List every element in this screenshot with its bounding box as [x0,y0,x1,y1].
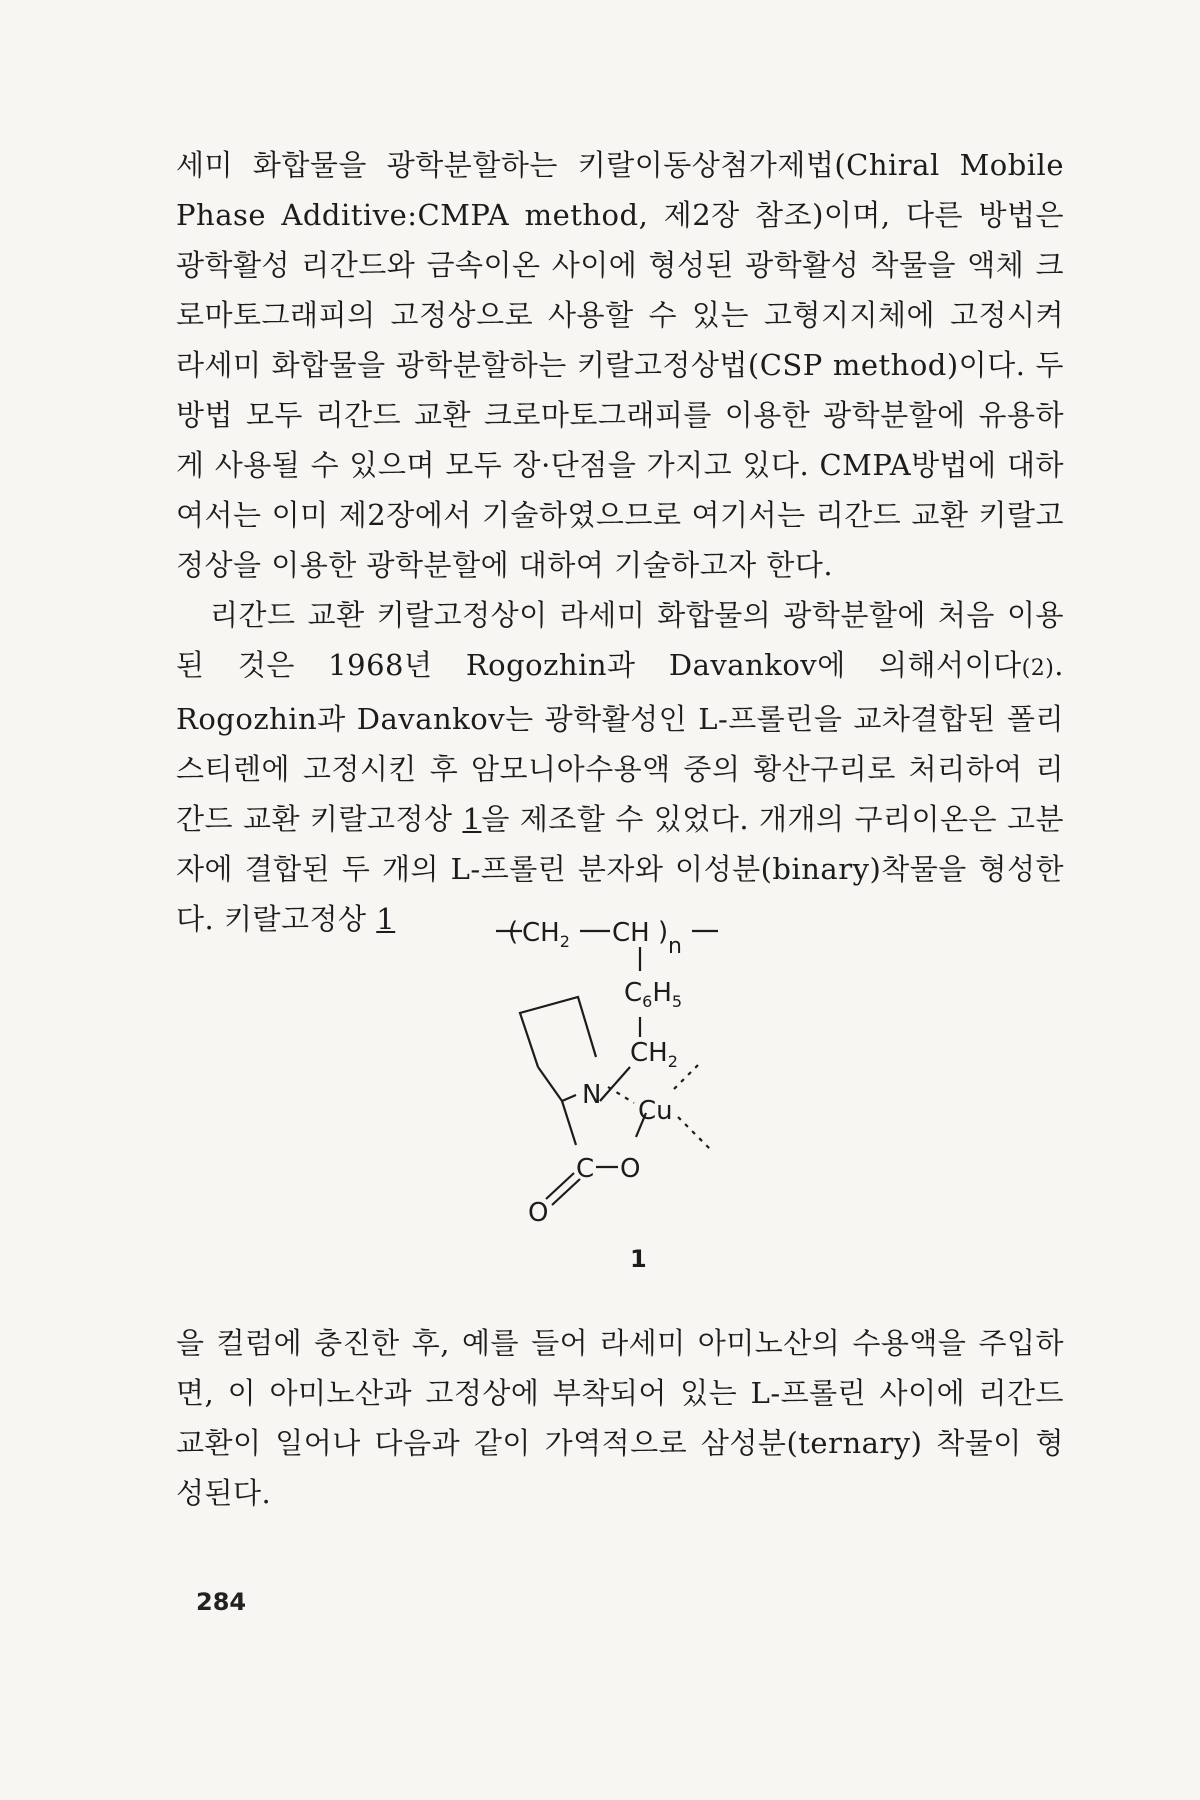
paragraph-2-part2: . Rogozhin과 Davankov는 광학활성인 L-프롤린을 교차결합된 폴리스티렌에 고정시킨 후 암모니아수용액 중의 황산구리로 처리하여 리간드 교환 키랄고정상 [176,648,1064,836]
compound-label: 1 [630,1245,647,1273]
pyrrolidine-ring-top [520,997,596,1067]
compound-ref-2: 1 [376,902,396,936]
ring-calpha-bond [538,1067,562,1101]
phenyl-label [624,978,682,1011]
carbonyl-oxygen: O [528,1198,549,1228]
calpha-n-bond [562,1095,576,1101]
carbonyl-bond-b [546,1173,574,1199]
paragraph-3: 을 컬럼에 충진한 후, 예를 들어 라세미 아미노산의 수용액을 주입하면, 이 아미노산과 고정상에 부착되어 있는 L-프롤린 사이에 리간드 교환이 일어나 다음과 같이 가역적으로 삼성분(ternary) 착물이 형성된다. [176,1326,1064,1510]
c6h5-h: H [652,978,672,1008]
nitrogen-atom: N [582,1080,602,1110]
paragraph-1: 세미 화합물을 광학분할하는 키랄이동상첨가제법(Chiral Mobile Phase Additive:CMPA method, 제2장 참조)이며, 다른 방법은 광학활성 리간드와 금속이온 사이에 형성된 광학활성 착물을 액체 크로마토그래피의 고정상으로 사용할 수 있는 고형지지체에 고정시켜 라세미 화합물을 광학분할하는 키랄고정상법(CSP method)이다. 두 방법 모두 리간드 교환 크로마토그래피를 이용한 광학분할에 유용하게 사용될 수 있으며 모두 장·단점을 가지고 있다. CMPA방법에 대하여서는 이미 제2장에서 기술하였으므로 여기서는 리간드 교환 키랄고정상을 이용한 광학분할에 대하여 기술하고자 한다. [176,148,1064,582]
c6h5-c: C [624,978,643,1008]
side-ch2-label [630,1038,678,1071]
ring-oxygen: O [620,1154,641,1184]
polymer-right-paren: ) [658,917,669,947]
compound-ref-1: 1 [462,802,482,836]
polymer-ch2-label [522,918,570,951]
polymer-n-subscript: n [668,934,682,959]
polymer-left-paren: ( [508,917,519,947]
structure-atoms [508,917,682,1273]
cu-lower-coordination [678,1117,710,1149]
body-text-top [176,140,1064,944]
page-number: 284 [196,1588,247,1616]
polymer-ch-label: CH [612,918,650,948]
calpha-carboxyl-bond [562,1101,576,1145]
ch2-subscript: 2 [559,932,570,951]
n-cu-coordination [608,1087,634,1103]
paragraph-2-part3: 을 제조할 수 있었다. 개개의 구리이온은 고분자에 결합된 두 개의 L-프롤린 분자와 이성분(binary)착물을 형성한다. 키랄고정상 [176,802,1065,936]
reference-citation: (2) [1021,656,1055,681]
carboxyl-carbon: C [576,1154,595,1184]
copper-atom: Cu [638,1096,673,1126]
chemical-structure-svg [460,905,800,1285]
structure-bonds [496,931,718,1205]
ch2-n-bond [600,1067,630,1101]
ch2-text: CH [522,918,560,948]
paragraph-2-part1: 리간드 교환 키랄고정상이 라세미 화합물의 광학분할에 처음 이용된 것은 1968년 Rogozhin과 Davankov에 의해서이다 [176,598,1064,682]
side-ch2-subscript: 2 [667,1052,678,1071]
side-ch2-text: CH [630,1038,668,1068]
c6h5-sub-6: 6 [642,992,653,1011]
body-text-bottom [176,1318,1064,1518]
c6h5-sub-5: 5 [671,992,683,1011]
paragraph-2 [176,590,1064,944]
chemical-structure-figure [460,905,800,1285]
